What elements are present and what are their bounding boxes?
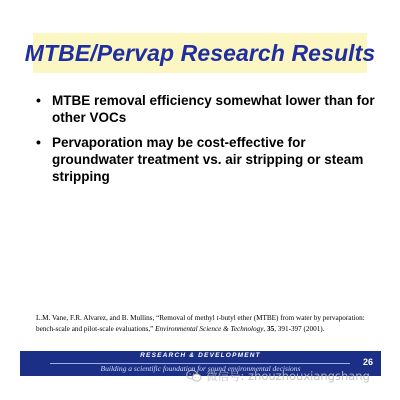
citation-sep: , (263, 324, 267, 333)
citation-authors: L.M. Vane, F.R. Alvarez, and B. Mullins, “Removal of methyl (36, 314, 217, 322)
title-box (24, 33, 376, 73)
slide-title: MTBE/Pervap Research Results (24, 39, 376, 66)
citation-title: -butyl ether (MTBE) from water by pervaporation: bench-scale and pilot-scale evaluations,” (36, 314, 365, 333)
bullet-list (36, 92, 376, 193)
citation-italic-t: t (216, 314, 219, 322)
bullet-mark: • (36, 134, 41, 150)
page-number: 26 (362, 357, 373, 367)
wechat-icon (186, 369, 202, 383)
bullet-item (36, 92, 376, 126)
footer-heading: RESEARCH & DEVELOPMENT (140, 352, 261, 359)
citation (36, 313, 374, 334)
bullet-text: Pervaporation may be cost-effective for groundwater treatment vs. air stripping or steam stripping (52, 135, 364, 184)
bullet-mark: • (36, 92, 41, 108)
bullet-text: MTBE removal efficiency somewhat lower than for other VOCs (52, 93, 375, 125)
citation-pages: , 391-397 (2001). (274, 324, 325, 333)
watermark-text: 微信号: zhouzhouxiangshang (206, 369, 370, 383)
bullet-item (36, 134, 376, 185)
citation-journal: Environmental Science & Technology (155, 324, 264, 333)
citation-volume: 35 (267, 324, 275, 333)
footer-tagline: Building a scientific foundation for sound environmental decisions (100, 364, 301, 373)
watermark (186, 368, 370, 384)
